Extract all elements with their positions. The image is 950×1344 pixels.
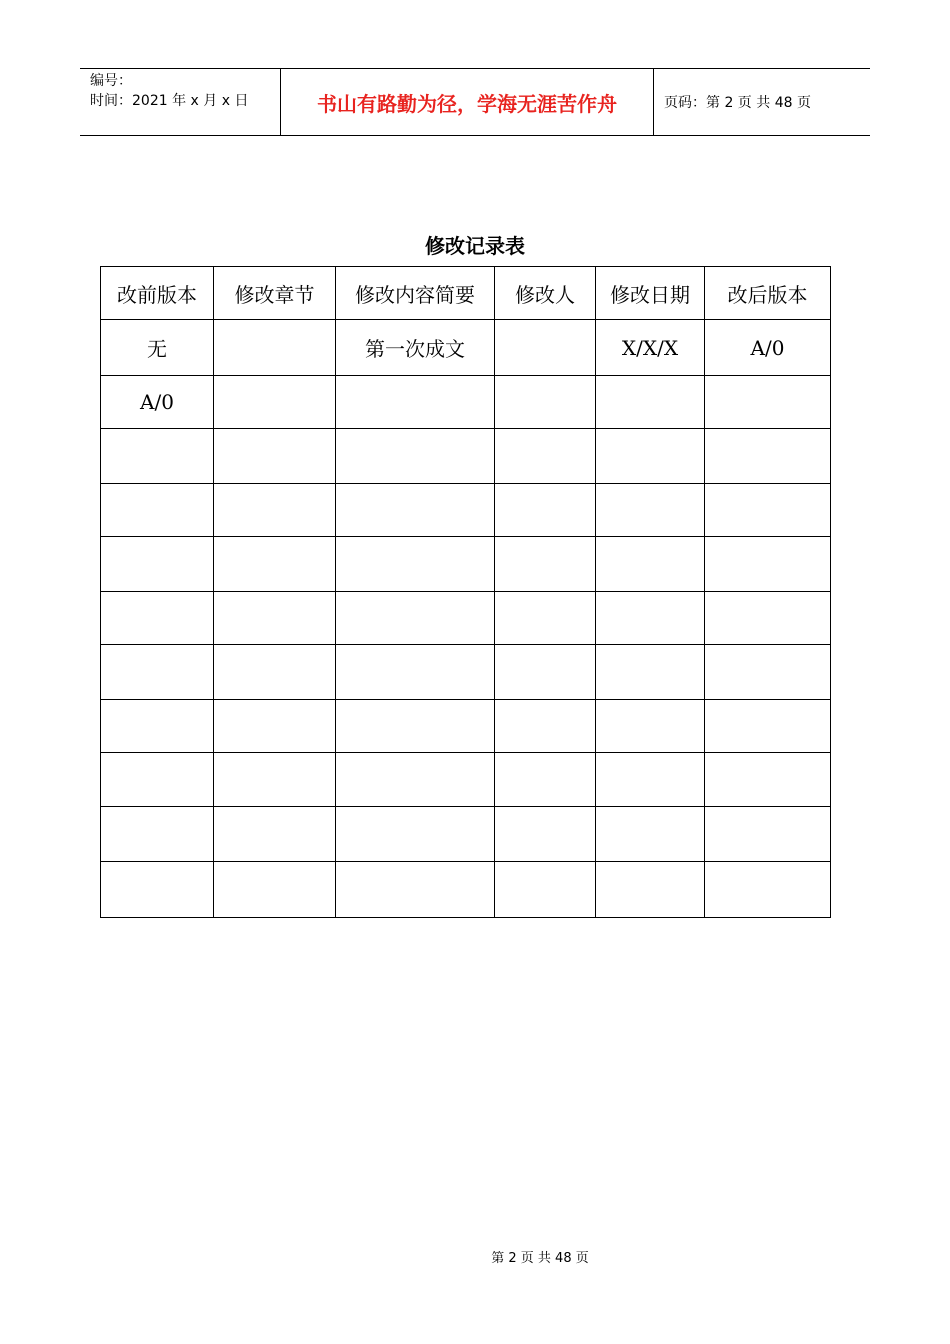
table-row	[101, 484, 831, 537]
header-meta	[80, 69, 281, 135]
table-cell: A/0	[101, 376, 214, 429]
table-cell	[596, 753, 705, 807]
document-number-label: 编号：	[90, 73, 132, 89]
table-cell	[101, 429, 214, 484]
table-cell: A/0	[705, 320, 831, 376]
table-row	[101, 592, 831, 645]
table-cell	[101, 592, 214, 645]
table-cell	[101, 484, 214, 537]
revision-record-table	[100, 266, 831, 918]
table-cell	[495, 862, 596, 918]
table-cell: X/X/X	[596, 320, 705, 376]
column-header: 改后版本	[705, 267, 831, 320]
table-row	[101, 320, 831, 376]
table-cell	[596, 645, 705, 700]
table-cell	[214, 484, 336, 537]
table-cell	[705, 753, 831, 807]
table-cell	[336, 376, 495, 429]
table-cell	[495, 645, 596, 700]
table-cell	[214, 645, 336, 700]
table-row	[101, 700, 831, 753]
table-cell	[336, 807, 495, 862]
table-cell	[705, 429, 831, 484]
table-cell	[336, 537, 495, 592]
table-cell	[596, 484, 705, 537]
table-body	[101, 267, 831, 918]
column-header: 修改章节	[214, 267, 336, 320]
table-cell: 第一次成文	[336, 320, 495, 376]
table-cell	[495, 700, 596, 753]
table-row	[101, 862, 831, 918]
table-cell	[214, 753, 336, 807]
table-cell	[336, 862, 495, 918]
table-cell: 无	[101, 320, 214, 376]
table-cell	[495, 484, 596, 537]
table-cell	[495, 376, 596, 429]
table-row	[101, 429, 831, 484]
table-row	[101, 376, 831, 429]
table-cell	[101, 807, 214, 862]
table-cell	[214, 700, 336, 753]
table-row	[101, 753, 831, 807]
table-cell	[101, 645, 214, 700]
column-header: 修改内容简要	[336, 267, 495, 320]
table-cell	[336, 484, 495, 537]
table-cell	[101, 537, 214, 592]
table-cell	[336, 753, 495, 807]
page-footer: 第 2 页 共 48 页	[491, 1251, 589, 1266]
table-cell	[596, 862, 705, 918]
document-time-label: 时间：2021 年 x 月 x 日	[90, 93, 249, 109]
table-cell	[705, 645, 831, 700]
table-cell	[596, 700, 705, 753]
table-cell	[596, 429, 705, 484]
table-cell	[214, 376, 336, 429]
table-cell	[705, 700, 831, 753]
header-page-info: 页码：第 2 页 共 48 页	[664, 95, 811, 111]
table-cell	[596, 537, 705, 592]
header-motto: 书山有路勤为径，学海无涯苦作舟	[281, 69, 654, 135]
table-cell	[495, 592, 596, 645]
table-cell	[336, 700, 495, 753]
column-header: 修改人	[495, 267, 596, 320]
table-cell	[336, 429, 495, 484]
table-cell	[705, 862, 831, 918]
table-cell	[495, 320, 596, 376]
table-cell	[214, 807, 336, 862]
table-cell	[596, 592, 705, 645]
table-cell	[596, 376, 705, 429]
table-row	[101, 645, 831, 700]
table-cell	[101, 700, 214, 753]
table-title: 修改记录表	[425, 234, 525, 258]
table-cell	[336, 592, 495, 645]
table-cell	[214, 862, 336, 918]
table-cell	[495, 429, 596, 484]
table-cell	[705, 592, 831, 645]
column-header: 改前版本	[101, 267, 214, 320]
table-cell	[705, 376, 831, 429]
table-cell	[214, 537, 336, 592]
table-header-row	[101, 267, 831, 320]
table-cell	[214, 320, 336, 376]
page-header	[80, 68, 870, 136]
table-cell	[101, 862, 214, 918]
table-cell	[214, 429, 336, 484]
table-cell	[101, 753, 214, 807]
table-cell	[705, 484, 831, 537]
table-cell	[495, 807, 596, 862]
table-cell	[336, 645, 495, 700]
table-cell	[705, 807, 831, 862]
table-row	[101, 537, 831, 592]
table-row	[101, 807, 831, 862]
table-cell	[705, 537, 831, 592]
table-cell	[214, 592, 336, 645]
column-header: 修改日期	[596, 267, 705, 320]
table-cell	[596, 807, 705, 862]
table-cell	[495, 537, 596, 592]
table-cell	[495, 753, 596, 807]
